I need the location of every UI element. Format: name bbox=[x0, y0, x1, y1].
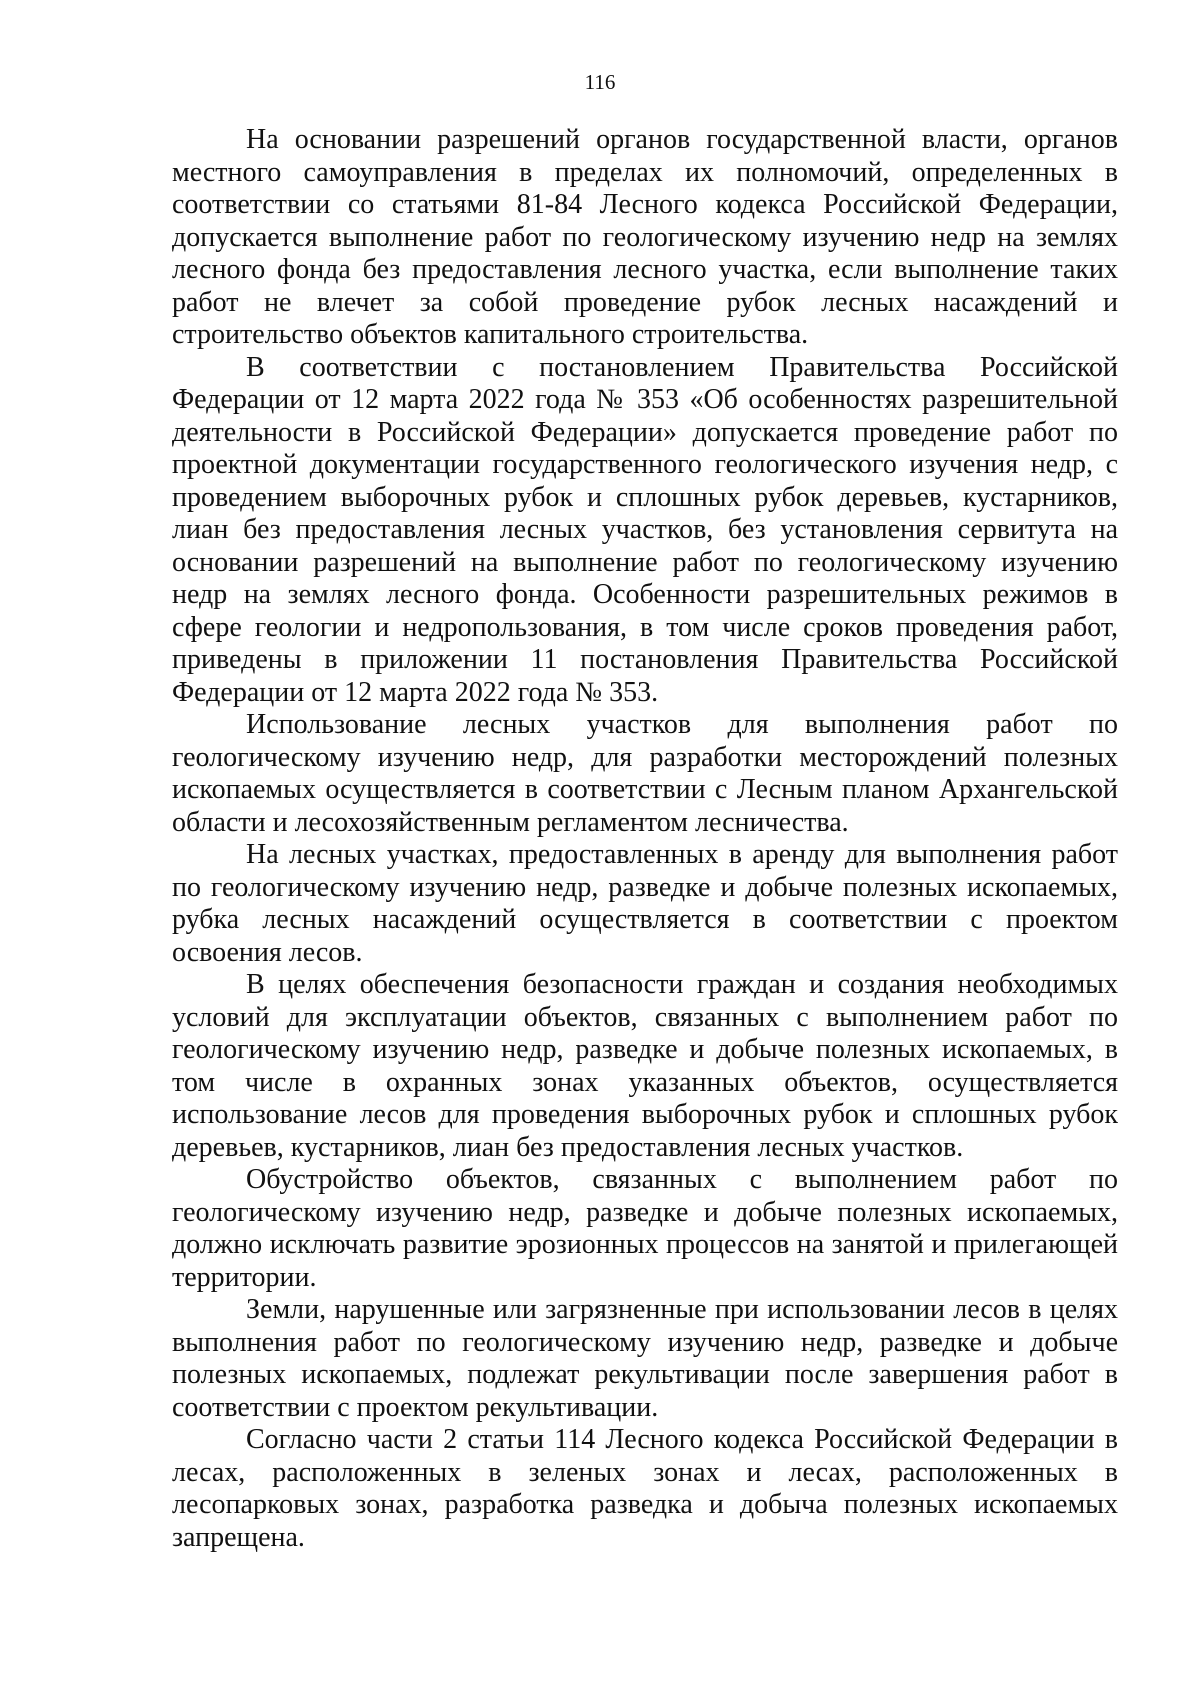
paragraph-forest-plot-usage: Использование лесных участков для выполнения работ по геологическому изучению недр, для разработки месторождений полезных ископаемых осуществляется в соответствии с Лесным планом Архангельской области и лесохозяйственным регламентом лесничества. bbox=[172, 709, 1118, 838]
page-number: 116 bbox=[584, 70, 616, 94]
paragraph-government-decree-353: В соответствии с постановлением Правительства Российской Федерации от 12 марта 2022 года № 353 «Об особенностях разрешительной деятельности в Российской Федерации» допускается проведение работ по проектной документации государственного геологического изучения недр, с проведением выборочных рубок и сплошных рубок деревьев, кустарников, лиан без предоставления лесных участков, без установления сервитута на основании разрешений на выполнение работ по геологическому изучению недр на землях лесного фонда. Особенности разрешительных режимов в сфере геологии и недропользования, в том числе сроков проведения работ, приведены в приложении 11 постановления Правительства Российской Федерации от 12 марта 2022 года № 353. bbox=[172, 351, 1118, 708]
paragraph-erosion-prevention: Обустройство объектов, связанных с выполнением работ по геологическому изучению недр, разведке и добыче полезных ископаемых, должно исключать развитие эрозионных процессов на занятой и прилегающей территории. bbox=[172, 1164, 1118, 1293]
paragraph-green-zones-prohibition: Согласно части 2 статьи 114 Лесного кодекса Российской Федерации в лесах, расположенных в зеленых зонах и лесах, расположенных в лесопарковых зонах, разработка разведка и добыча полезных ископаемых запрещена. bbox=[172, 1424, 1118, 1553]
paragraph-leased-plots-felling: На лесных участках, предоставленных в аренду для выполнения работ по геологическому изучению недр, разведке и добыче полезных ископаемых, рубка лесных насаждений осуществляется в соответствии с проектом освоения лесов. bbox=[172, 839, 1118, 968]
paragraph-safety-felling: В целях обеспечения безопасности граждан и создания необходимых условий для эксплуатации объектов, связанных с выполнением работ по геологическому изучению недр, разведке и добыче полезных ископаемых, в том числе в охранных зонах указанных объектов, осуществляется использование лесов для проведения выборочных рубок и сплошных рубок деревьев, кустарников, лиан без предоставления лесных участков. bbox=[172, 969, 1118, 1163]
paragraph-geological-permits: На основании разрешений органов государственной власти, органов местного самоуправления в пределах их полномочий, определенных в соответствии со статьями 81-84 Лесного кодекса Российской Федерации, допускается выполнение работ по геологическому изучению недр на землях лесного фонда без предоставления лесного участка, если выполнение таких работ не влечет за собой проведение рубок лесных насаждений и строительство объектов капитального строительства. bbox=[172, 124, 1118, 350]
paragraph-recultivation: Земли, нарушенные или загрязненные при использовании лесов в целях выполнения работ по геологическому изучению недр, разведке и добыче полезных ископаемых, подлежат рекультивации после завершения работ в соответствии с проектом рекультивации. bbox=[172, 1294, 1118, 1423]
document-body bbox=[172, 124, 1118, 1554]
